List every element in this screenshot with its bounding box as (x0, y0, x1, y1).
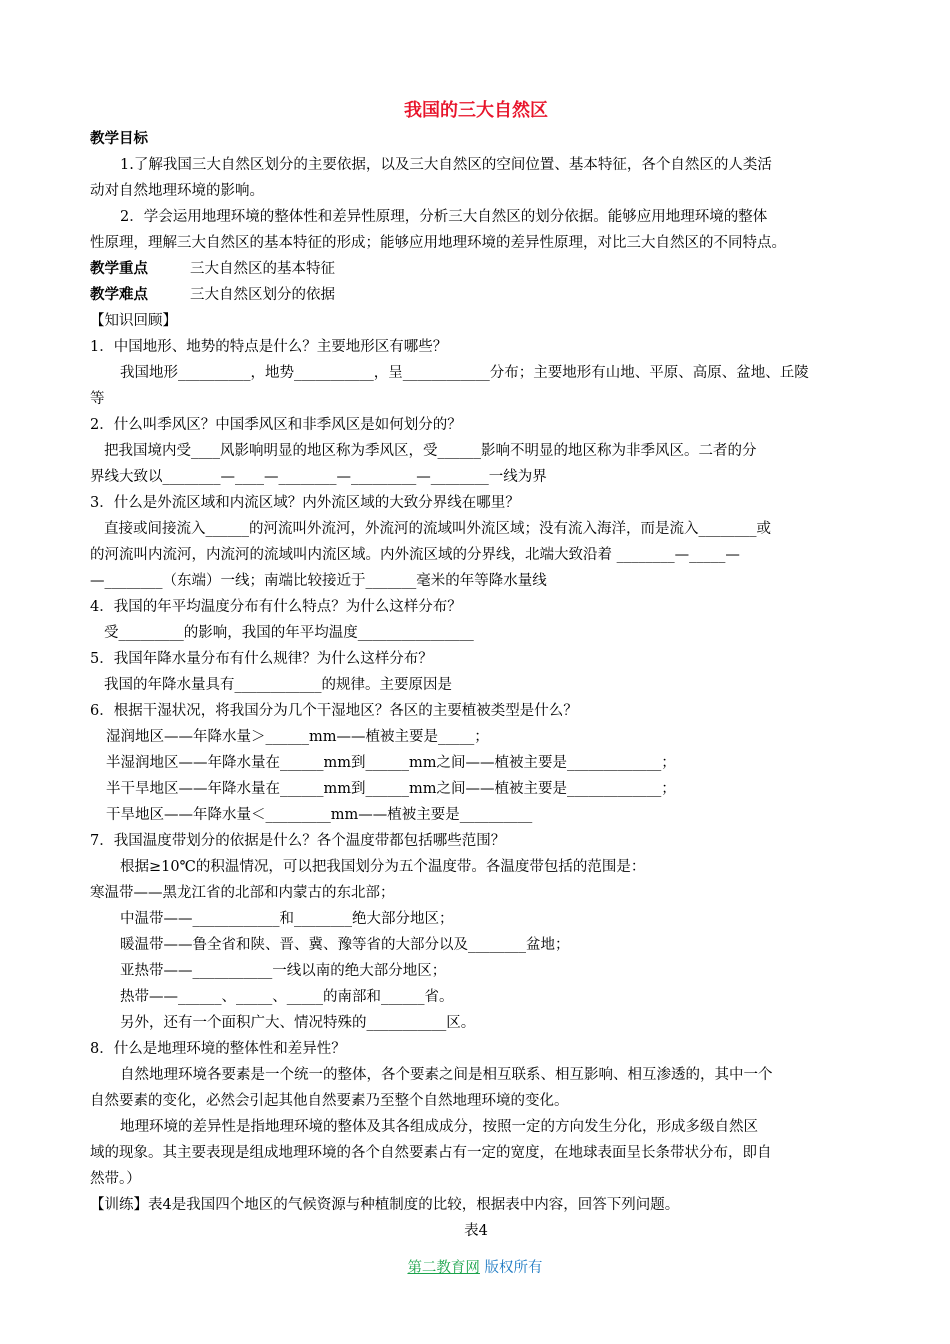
review-line: 热带——______、_____、_____的南部和______省。 (120, 989, 454, 1005)
review-line: 直接或间接流入______的河流叫外流河，外流河的流域叫外流区域；没有流入海洋，而是流入________或 (104, 521, 771, 537)
objective-line: 2．学会运用地理环境的整体性和差异性原理，分析三大自然区的划分依据。能够应用地理环境的整体 (120, 209, 768, 225)
review-line: 7．我国温度带划分的依据是什么？各个温度带都包括哪些范围？ (90, 833, 506, 849)
review-line: 地理环境的差异性是指地理环境的整体及其各组成成分，按照一定的方向发生分化，形成多级自然区 (120, 1119, 758, 1135)
review-line: 另外，还有一个面积广大、情况特殊的___________区。 (120, 1015, 476, 1031)
review-line: 中温带——____________和________绝大部分地区； (120, 911, 454, 927)
review-line: 干旱地区——年降水量＜_________mm——植被主要是__________ (106, 807, 533, 823)
review-line: 暖温带——鲁全省和陕、晋、冀、豫等省的大部分以及________盆地； (120, 937, 570, 953)
key-point (90, 256, 862, 282)
review-line: 4．我国的年平均温度分布有什么特点？为什么这样分布？ (90, 599, 462, 615)
review-line: 半干旱地区——年降水量在______mm到______mm之间——植被主要是_____________； (106, 781, 676, 797)
footer-copyright: 版权所有 (479, 1260, 543, 1276)
review-line: 我国的年降水量具有____________的规律。主要原因是 (104, 677, 452, 693)
review-line: 自然要素的变化，必然会引起其他自然要素乃至整个自然地理环境的变化。 (90, 1093, 569, 1109)
objectives-heading: 教学目标 (90, 130, 148, 147)
table-caption: 表4 (464, 1223, 488, 1239)
review-line: 6．根据干湿状况，将我国分为几个干湿地区？各区的主要植被类型是什么？ (90, 703, 578, 719)
review-line: 受_________的影响，我国的年平均温度________________ (104, 625, 474, 641)
review-line: —________（东端）一线；南端比较接近于_______毫米的年等降水量线 (90, 573, 547, 589)
review-line: 湿润地区——年降水量＞______mm——植被主要是_____； (106, 729, 489, 745)
review-line: 然带。） (90, 1171, 141, 1187)
exercise-text: 【训练】表4是我国四个地区的气候资源与种植制度的比较，根据表中内容，回答下列问题。 (90, 1197, 680, 1213)
difficult-point-label: 教学难点 (90, 286, 148, 303)
review-line: 寒温带——黑龙江省的北部和内蒙古的东北部； (90, 885, 395, 901)
review-line: 半湿润地区——年降水量在______mm到______mm之间——植被主要是_____________； (106, 755, 676, 771)
review-line: 8．什么是地理环境的整体性和差异性？ (90, 1041, 346, 1057)
review-line: 域的现象。其主要表现是组成地理环境的各个自然要素占有一定的宽度，在地球表面呈长条带状分布，即自 (90, 1145, 772, 1161)
objective-line: 动对自然地理环境的影响。 (90, 183, 264, 199)
review-line: 把我国境内受____风影响明显的地区称为季风区，受______影响不明显的地区称为非季风区。二者的分 (104, 443, 757, 459)
review-line: 界线大致以________—____—________—_________—________一线为界 (90, 469, 547, 485)
difficult-point (90, 282, 862, 308)
review-line: 等 (90, 391, 105, 407)
footer-site-link[interactable]: 第二教育网 (407, 1260, 480, 1276)
document-page (90, 96, 862, 1244)
objective-line: 1.了解我国三大自然区划分的主要依据，以及三大自然区的空间位置、基本特征，各个自然区的人类活 (120, 157, 772, 173)
review-line: 的河流叫内流河，内流河的流域叫内流区域。内外流区域的分界线，北端大致沿着 ________—_____— (90, 547, 740, 563)
footer (0, 1256, 950, 1277)
review-line: 2．什么叫季风区？中国季风区和非季风区是如何划分的？ (90, 417, 462, 433)
review-line: 3．什么是外流区域和内流区域？内外流区域的大致分界线在哪里？ (90, 495, 520, 511)
objective-line: 性原理，理解三大自然区的基本特征的形成；能够应用地理环境的差异性原理，对比三大自然区的不同特点。 (90, 235, 786, 251)
key-point-label: 教学重点 (90, 260, 148, 277)
page-title: 我国的三大自然区 (404, 100, 548, 121)
review-list (90, 334, 862, 1192)
review-line: 亚热带——___________一线以南的绝大部分地区； (120, 963, 447, 979)
review-heading: 【知识回顾】 (90, 313, 177, 329)
review-line: 我国地形__________，地势___________，呈____________分布；主要地形有山地、平原、高原、盆地、丘陵 (120, 365, 809, 381)
key-point-text: 三大自然区的基本特征 (190, 261, 335, 277)
difficult-point-text: 三大自然区划分的依据 (190, 287, 335, 303)
review-line: 根据≥10℃的积温情况，可以把我国划分为五个温度带。各温度带包括的范围是： (120, 859, 646, 875)
review-line: 自然地理环境各要素是一个统一的整体，各个要素之间是相互联系、相互影响、相互渗透的，其中一个 (120, 1067, 773, 1083)
review-line: 1．中国地形、地势的特点是什么？主要地形区有哪些？ (90, 339, 448, 355)
review-line: 5．我国年降水量分布有什么规律？为什么这样分布？ (90, 651, 433, 667)
